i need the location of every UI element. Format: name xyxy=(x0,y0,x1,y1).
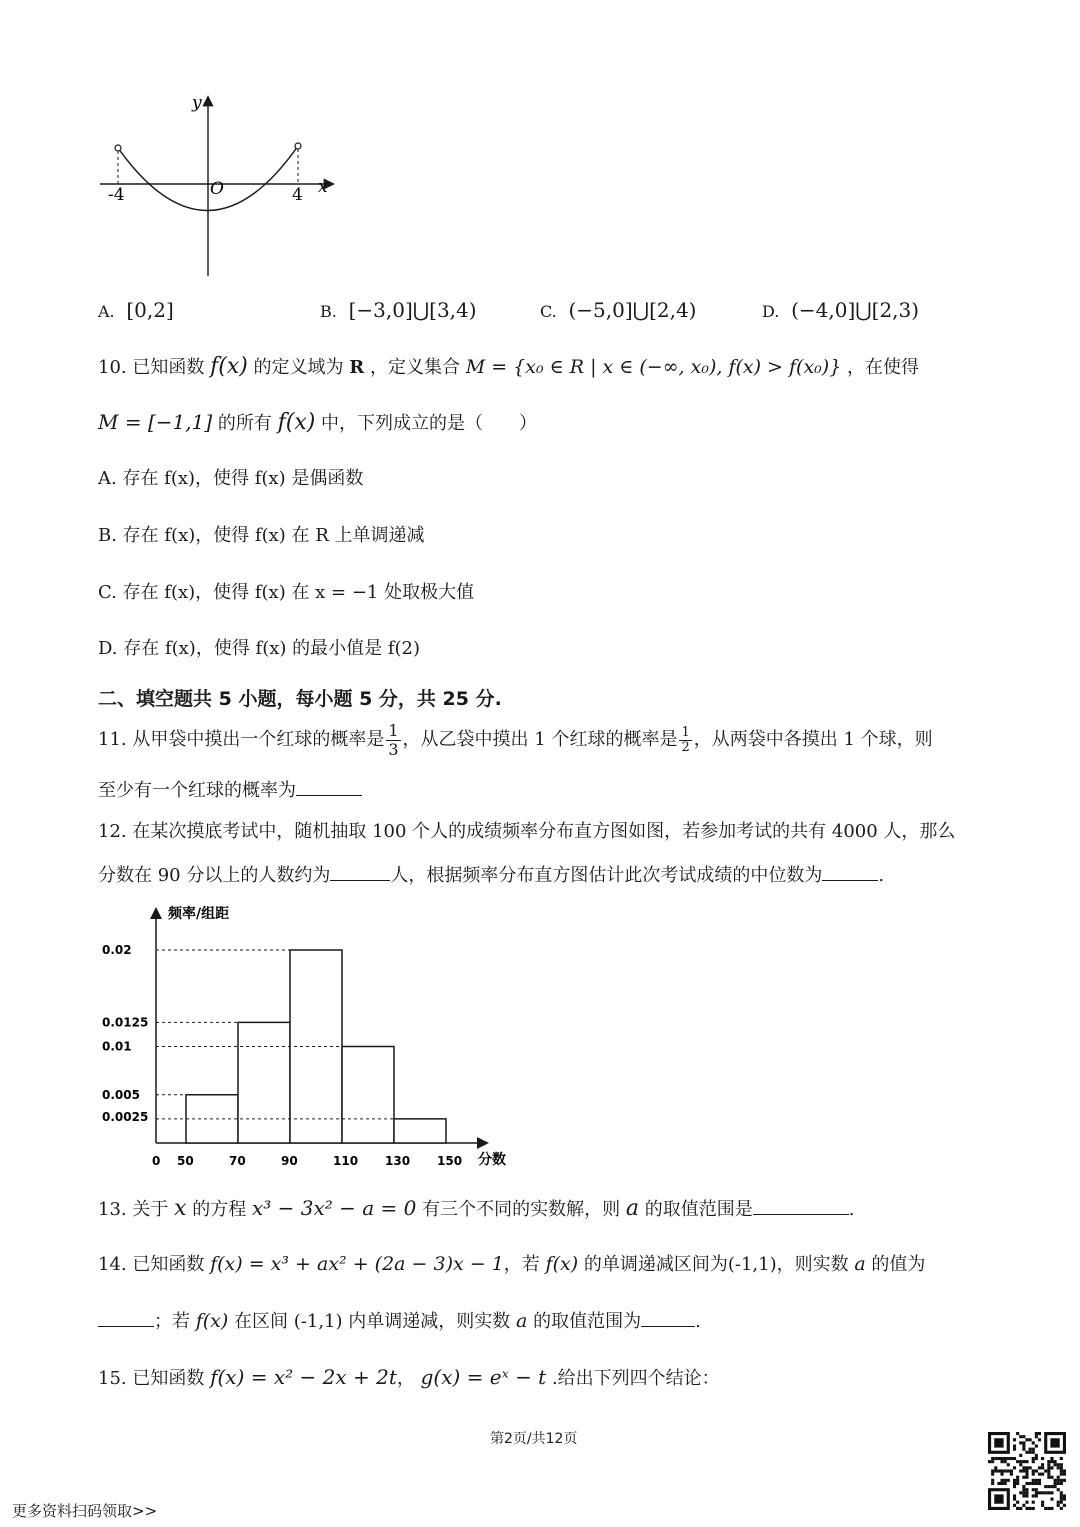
option-d xyxy=(762,298,919,324)
q14-interval: (-1,1) xyxy=(293,1311,343,1332)
x-tick-label: 130 xyxy=(385,1154,411,1168)
x-tick-label: 150 xyxy=(437,1154,463,1168)
q14-text: ，则实数 xyxy=(776,1254,849,1275)
q10-option-d: D. 存在 f(x)，使得 f(x) 的最小值是 f(2) xyxy=(98,638,420,659)
q10-text: ，在使得 xyxy=(847,357,920,378)
tick-label-right: 4 xyxy=(292,185,303,205)
q12-line1: 12. 在某次摸底考试中，随机抽取 100 个人的成绩频率分布直方图如图，若参加考试的共有 4000 人，那么 xyxy=(98,821,956,842)
q10-text: 中，下列成立的是（ ） xyxy=(321,413,538,434)
q10-fx: f(x) xyxy=(210,354,248,379)
q13-text: 的方程 xyxy=(192,1199,247,1220)
answer-blank[interactable] xyxy=(753,1196,849,1215)
histogram-x-label: 分数 xyxy=(478,1152,506,1168)
fraction-one-third: $\frac{1}{3}$ xyxy=(388,720,399,759)
q13-equation: x³ − 3x² − a = 0 xyxy=(251,1196,417,1220)
option-value: (−5,0]⋃[2,4) xyxy=(568,298,697,322)
q15-line xyxy=(98,1365,720,1391)
q12-text: 分数在 90 分以上的人数约为 xyxy=(98,865,331,886)
y-tick-label: 0.01 xyxy=(102,1039,132,1054)
q14-text: 内单调递减，则实数 xyxy=(348,1311,511,1332)
q15-f: f(x) = x² − 2x + 2t xyxy=(210,1365,397,1389)
option-c xyxy=(540,298,697,324)
fraction-one-half: $\frac{1}{2}$ xyxy=(681,724,690,755)
frequency-histogram xyxy=(96,900,526,1180)
q11-line2 xyxy=(98,777,362,803)
more-resources-link[interactable]: 更多资料扫码领取>> xyxy=(12,1502,158,1520)
y-tick-label: 0.0125 xyxy=(102,1015,149,1030)
q11-text: 11. 从甲袋中摸出一个红球的概率是 xyxy=(98,729,385,750)
option-label: A. xyxy=(98,302,115,321)
q10-text: 的所有 xyxy=(217,413,272,434)
origin-label: O xyxy=(210,179,224,199)
q14-line1 xyxy=(98,1252,925,1277)
option-value: [0,2] xyxy=(126,298,174,322)
histogram-bar xyxy=(238,1022,290,1143)
x-tick-label: 90 xyxy=(281,1154,298,1168)
q14-fx: f(x) xyxy=(545,1253,579,1275)
answer-blank[interactable] xyxy=(296,777,362,796)
x-tick-label: 110 xyxy=(333,1154,359,1168)
q15-g: g(x) = eˣ − t xyxy=(420,1365,547,1389)
option-label: C. xyxy=(540,302,557,321)
q10-real-set: R xyxy=(349,357,365,378)
option-label: B. xyxy=(320,302,337,321)
y-tick-label: 0.0025 xyxy=(102,1109,149,1124)
q13-line xyxy=(98,1196,854,1222)
q14-var-a: a xyxy=(854,1253,866,1275)
q14-interval: (-1,1) xyxy=(727,1254,777,1275)
q10-fx: f(x) xyxy=(277,410,316,435)
option-b xyxy=(320,298,477,324)
answer-blank[interactable] xyxy=(98,1308,154,1327)
section-heading: 二、填空题共 5 小题，每小题 5 分，共 25 分. xyxy=(98,688,502,710)
q14-text: . xyxy=(695,1311,701,1332)
option-value: (−4,0]⋃[2,3) xyxy=(791,298,920,322)
q14-function: f(x) = x³ + ax² + (2a − 3)x − 1 xyxy=(210,1253,504,1275)
q12-line2 xyxy=(98,862,884,888)
y-tick-label: 0.005 xyxy=(102,1087,140,1102)
q14-text: ，若 xyxy=(503,1254,540,1275)
histogram-y-label: 频率/组距 xyxy=(168,906,230,922)
q10-option-b: B. 存在 f(x)，使得 f(x) 在 R 上单调递减 xyxy=(98,525,425,546)
histogram-bar xyxy=(342,1047,394,1144)
answer-blank[interactable] xyxy=(641,1308,695,1327)
option-value: [−3,0]⋃[3,4) xyxy=(348,298,477,322)
x-axis-label: x xyxy=(318,177,328,197)
q13-text: . xyxy=(848,1199,855,1220)
q11-line1 xyxy=(98,716,933,764)
q10-text: 的定义域为 xyxy=(253,357,344,378)
answer-blank[interactable] xyxy=(822,862,878,881)
option-label: D. xyxy=(762,302,780,321)
q14-text: 14. 已知函数 xyxy=(98,1254,205,1275)
q10-line1 xyxy=(98,355,919,380)
q14-text: 的单调递减区间为 xyxy=(583,1254,728,1275)
x-tick-label: 70 xyxy=(229,1154,246,1168)
tick-label-left: -4 xyxy=(108,185,125,205)
q10-text: ，定义集合 xyxy=(369,357,460,378)
q14-text: 的取值范围为 xyxy=(533,1311,642,1332)
q15-text: ， xyxy=(396,1368,415,1389)
q14-fx: f(x) xyxy=(195,1310,229,1332)
q10-option-a: A. 存在 f(x)，使得 f(x) 是偶函数 xyxy=(98,468,364,489)
histogram-bar xyxy=(394,1119,446,1143)
y-tick-label: 0.02 xyxy=(102,943,132,957)
page-footer: 第2页/共12页 xyxy=(490,1431,578,1447)
option-a xyxy=(98,298,174,324)
x-tick-label: 50 xyxy=(177,1154,194,1168)
q13-var-a: a xyxy=(625,1196,639,1221)
q10-line2 xyxy=(98,410,537,436)
q12-text: 人，根据频率分布直方图估计此次考试成绩的中位数为 xyxy=(390,865,823,886)
q10-text: 10. 已知函数 xyxy=(98,357,205,378)
q11-text: ，从乙袋中摸出 1 个红球的概率是 xyxy=(402,729,678,750)
q13-var-x: x xyxy=(174,1196,187,1221)
q14-text: ；若 xyxy=(154,1311,190,1332)
q14-text: 的值为 xyxy=(871,1254,926,1275)
x-tick-label: 0 xyxy=(152,1154,161,1168)
q13-text: 的取值范围是 xyxy=(644,1199,753,1220)
q11-text: ，从两袋中各摸出 1 个球，则 xyxy=(693,729,933,750)
histogram-bar xyxy=(290,950,342,1143)
q10-set-def: M = {x₀ ∈ R | x ∈ (−∞, x₀), f(x) > f(x₀)} xyxy=(465,356,842,378)
q12-text: . xyxy=(878,865,885,886)
q14-line2 xyxy=(98,1308,701,1334)
q10-m-interval: M = [−1,1] xyxy=(98,410,213,434)
qr-code-image[interactable] xyxy=(988,1432,1066,1510)
q11-text: 至少有一个红球的概率为 xyxy=(98,780,296,801)
q15-text: .给出下列四个结论： xyxy=(551,1368,720,1389)
q15-text: 15. 已知函数 xyxy=(98,1368,205,1389)
answer-blank[interactable] xyxy=(330,862,390,881)
q13-text: 有三个不同的实数解，则 xyxy=(422,1199,621,1220)
q13-text: 13. 关于 xyxy=(98,1199,169,1220)
q14-var-a: a xyxy=(516,1310,528,1332)
left-open-endpoint xyxy=(115,145,121,151)
y-axis-label: y xyxy=(192,93,202,113)
q14-text: 在区间 xyxy=(234,1311,289,1332)
q10-option-c: C. 存在 f(x)，使得 f(x) 在 x = −1 处取极大值 xyxy=(98,582,475,603)
right-open-endpoint xyxy=(295,143,301,149)
function-graph xyxy=(96,90,346,280)
